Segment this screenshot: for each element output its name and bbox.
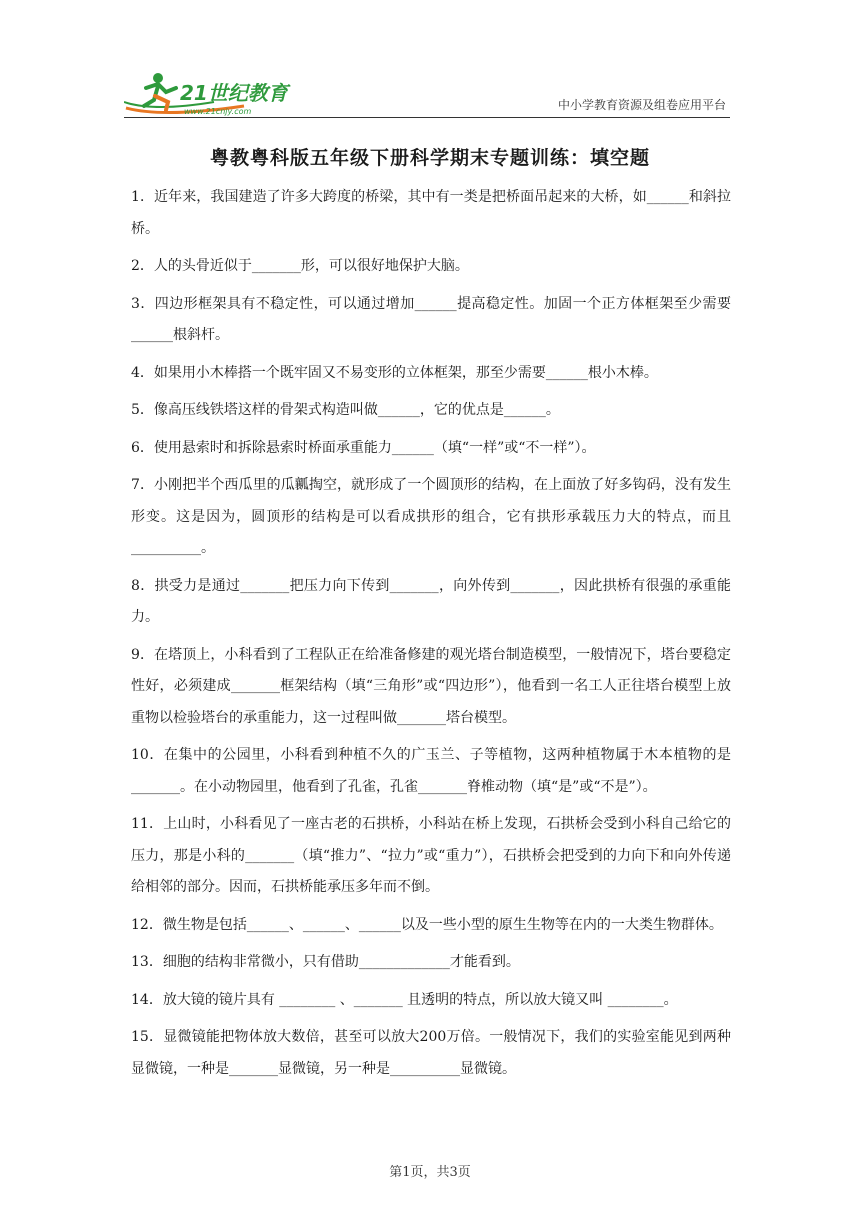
question-item: 15．显微镜能把物体放大数倍，甚至可以放大200万倍。一般情况下，我们的实验室能见到两种显微镜，一种是_______显微镜，另一种是__________显微镜。 — [131, 1029, 731, 1077]
question-item: 1．近年来，我国建造了许多大跨度的桥梁，其中有一类是把桥面吊起来的大桥，如______和斜拉桥。 — [131, 189, 731, 237]
question-item: 13．细胞的结构非常微小，只有借助_____________才能看到。 — [131, 954, 520, 970]
site-logo — [124, 66, 324, 118]
question-item: 9．在塔顶上，小科看到了工程队正在给准备修建的观光塔台制造模型，一般情况下，塔台要稳定性好，必须建成_______框架结构（填“三角形”或“四边形”），他看到一名工人正往塔台模型上放重物以检验塔台的承重能力，这一过程叫做_______塔台模型。 — [131, 646, 731, 726]
logo-url: www.21cnjy.com — [184, 107, 252, 116]
question-item: 10．在集中的公园里，小科看到种植不久的广玉兰、子等植物，这两种植物属于木本植物的是_______。在小动物园里，他看到了孔雀，孔雀_______脊椎动物（填“是”或“不是”）。 — [131, 747, 731, 795]
question-item: 6．使用悬索时和拆除悬索时桥面承重能力______（填“一样”或“不一样”）。 — [131, 439, 596, 456]
page-title: 粤教粤科版五年级下册科学期末专题训练：填空题 — [209, 147, 650, 169]
question-item: 4．如果用小木棒搭一个既牢固又不易变形的立体框架，那至少需要______根小木棒。 — [131, 364, 658, 381]
header-divider — [124, 117, 730, 118]
question-item: 5．像高压线铁塔这样的骨架式构造叫做______，它的优点是______。 — [131, 402, 560, 418]
page-number: 第1页，共3页 — [389, 1165, 471, 1180]
header-tagline: 中小学教育资源及组卷应用平台 — [557, 98, 726, 112]
question-item: 8．拱受力是通过_______把压力向下传到_______，向外传到_______，因此拱桥有很强的承重能力。 — [131, 577, 731, 625]
question-item: 7．小刚把半个西瓜里的瓜瓤掏空，就形成了一个圆顶形的结构，在上面放了好多钩码，没有发生形变。这是因为，圆顶形的结构是可以看成拱形的组合，它有拱形承载压力大的特点，而且__________。 — [131, 477, 731, 556]
question-list — [131, 182, 731, 1091]
question-item: 3．四边形框架具有不稳定性，可以通过增加______提高稳定性。加固一个正方体框架至少需要______根斜杆。 — [131, 295, 731, 343]
question-item: 11．上山时，小科看见了一座古老的石拱桥，小科站在桥上发现，石拱桥会受到小科自己给它的压力，那是小科的_______（填“推力”、“拉力”或“重力”），石拱桥会把受到的力向下和向外传递给相邻的部分。因而，石拱桥能承压多年而不倒。 — [131, 816, 731, 895]
question-item: 14．放大镜的镜片具有 ________ 、_______ 且透明的特点，所以放大镜又叫 ________。 — [131, 991, 678, 1008]
question-item: 2．人的头骨近似于_______形，可以很好地保护大脑。 — [131, 258, 469, 274]
logo-text: 21世纪教育 — [180, 81, 288, 105]
page-header — [124, 66, 730, 118]
question-item: 12．微生物是包括______、______、______以及一些小型的原生生物等在内的一大类生物群体。 — [131, 916, 723, 933]
